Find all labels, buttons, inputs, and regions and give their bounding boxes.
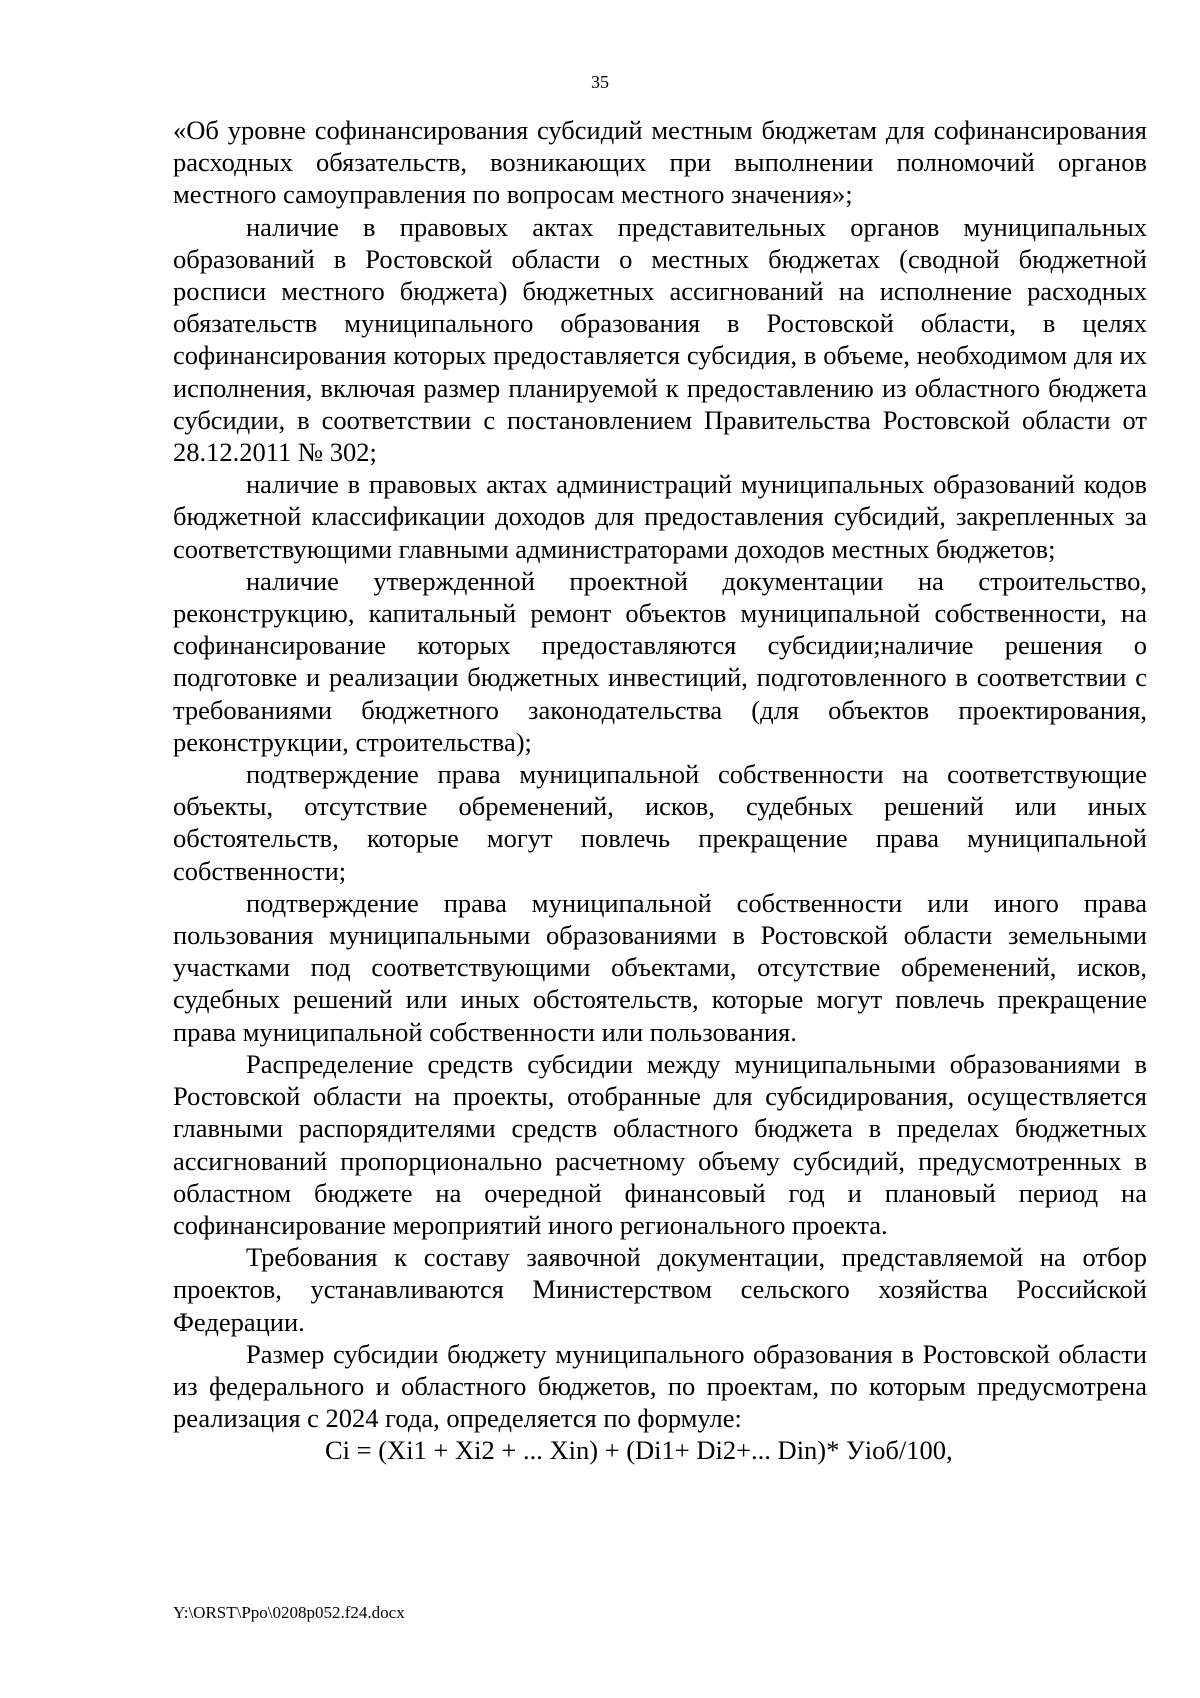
document-body (173, 114, 1147, 1467)
paragraph-resolution-title-continuation: «Об уровне софинансирования субсидий местным бюджетам для софинансирования расходных обязательств, возникающих при выполнении полномочий органов местного самоуправления по вопросам местного значения»; (173, 115, 1147, 210)
paragraph-project-documentation: наличие утвержденной проектной документации на строительство, реконструкцию, капитальный ремонт объектов муниципальной собственности, на софинансирование которых предоставляются субсидии;наличие решения о подготовке и реализации бюджетных инвестиций, подготовленного в соответствии с требованиями бюджетного законодательства (для объектов проектирования, реконструкции, строительства); (173, 565, 1147, 757)
footer-file-path: Y:\ORST\Ppo\0208p052.f24.docx (173, 1603, 405, 1622)
paragraph-budget-allocations: наличие в правовых актах представительных органов муниципальных образований в Ростовской области о местных бюджетах (сводной бюджетной росписи местного бюджета) бюджетных ассигнований на исполнение расходных обязательств муниципального образования в Ростовской области, в целях софинансирования которых предоставляется субсидия, в объеме, необходимом для их исполнения, включая размер планируемой к предоставлению из областного бюджета субсидии, в соответствии с постановлением Правительства Ростовской области от 28.12.2011 № 302; (173, 211, 1147, 468)
paragraph-subsidy-size: Размер субсидии бюджету муниципального образования в Ростовской области из федерального и областного бюджетов, по проектам, по которым предусмотрена реализация с 2024 года, определяется по формуле: (173, 1338, 1147, 1434)
paragraph-ownership-confirmation: подтверждение права муниципальной собственности на соответствующие объекты, отсутствие обременений, исков, судебных решений или иных обстоятельств, которые могут повлечь прекращение права муниципальной собственности; (173, 759, 1147, 886)
paragraph-land-rights-confirmation: подтверждение права муниципальной собственности или иного права пользования муниципальными образованиями в Ростовской области земельными участками под соответствующими объектами, отсутствие обременений, исков, судебных решений или иных обстоятельств, которые могут повлечь прекращение права муниципальной собственности или пользования. (173, 887, 1147, 1047)
paragraph-subsidy-distribution: Распределение средств субсидии между муниципальными образованиями в Ростовской области на проекты, отобранные для субсидирования, осуществляется главными распорядителями средств областного бюджета в пределах бюджетных ассигнований пропорционально расчетному объему субсидий, предусмотренных в областном бюджете на очередной финансовый год и плановый период на софинансирование мероприятий иного регионального проекта. (173, 1048, 1147, 1240)
paragraph-classification-codes: наличие в правовых актах администраций муниципальных образований кодов бюджетной классификации доходов для предоставления субсидий, закрепленных за соответствующими главными администраторами доходов местных бюджетов; (173, 469, 1147, 564)
page-number: 35 (591, 72, 609, 92)
subsidy-formula: Ci = (Xi1 + Xi2 + ... Xin) + (Di1+ Di2+... Din)* Уioб/100, (325, 1435, 953, 1466)
paragraph-application-requirements: Требования к составу заявочной документации, представляемой на отбор проектов, устанавливаются Министерством сельского хозяйства Российской Федерации. (173, 1242, 1147, 1337)
